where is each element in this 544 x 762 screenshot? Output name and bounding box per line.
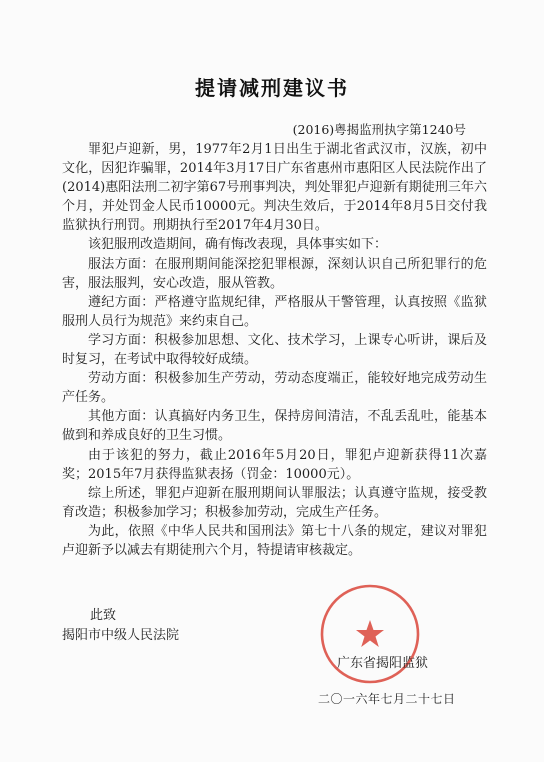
document-number: (2016)粤揭监刑执字第1240号 xyxy=(292,122,466,137)
issuer-name: 广东省揭阳监狱 xyxy=(337,656,429,671)
paragraph: 由于该犯的努力，截止2016年5月20日，罪犯卢迎新获得11次嘉奖；2015年7月获得监狱表扬（罚金：10000元）。 xyxy=(62,447,487,482)
document-title: 提请减刑建议书 xyxy=(195,76,349,100)
paragraph: 其他方面：认真搞好内务卫生，保持房间清洁，不乱丢乱吐，能基本做到和养成良好的卫生习惯。 xyxy=(62,409,487,444)
recipient-block xyxy=(62,606,179,646)
document-body xyxy=(62,140,487,560)
recipient-name: 揭阳市中级人民法院 xyxy=(62,628,180,643)
paragraph: 学习方面：积极参加思想、文化、技术学习，上课专心听讲，课后及时复习，在考试中取得较好成绩。 xyxy=(62,332,487,368)
paragraph: 该犯服刑改造期间，确有悔改表现，具体事实如下： xyxy=(88,237,388,253)
paragraph: 为此，依照《中华人民共和国刑法》第七十八条的规定，建议对罪犯卢迎新予以减去有期徒刑六个月，特提请审核裁定。 xyxy=(62,523,487,558)
paragraph: 罪犯卢迎新，男，1977年2月1日出生于湖北省武汉市，汉族，初中文化，因犯诈骗罪，2014年3月17日广东省惠州市惠阳区人民法院作出了(2014)惠阳法刑二初字第67号刑事判决，判处罪犯卢迎新有期徒刑三年六个月，并处罚金人民币10000元。判决生效后，于2014年8月5日交付我监狱执行刑罚。刑期执行至2017年4月30日。 xyxy=(62,142,487,234)
paragraph: 服法方面：在服刑期间能深挖犯罪根源，深刻认识自己所犯罪行的危害，服法服判，安心改造，服从管教。 xyxy=(62,256,487,291)
issue-date: 二〇一六年七月二十七日 xyxy=(318,692,456,706)
paragraph: 综上所述，罪犯卢迎新在服刑期间认罪服法；认真遵守监规，接受教育改造；积极参加学习；积极参加劳动，完成生产任务。 xyxy=(62,485,487,520)
salutation: 此致 xyxy=(90,608,117,623)
paragraph: 劳动方面：积极参加生产劳动，劳动态度端正，能较好地完成劳动生产任务。 xyxy=(62,371,487,406)
paragraph: 遵纪方面：严格遵守监规纪律，严格服从干警管理，认真按照《监狱服刑人员行为规范》来约束自己。 xyxy=(62,294,487,329)
seal-star xyxy=(356,620,384,647)
